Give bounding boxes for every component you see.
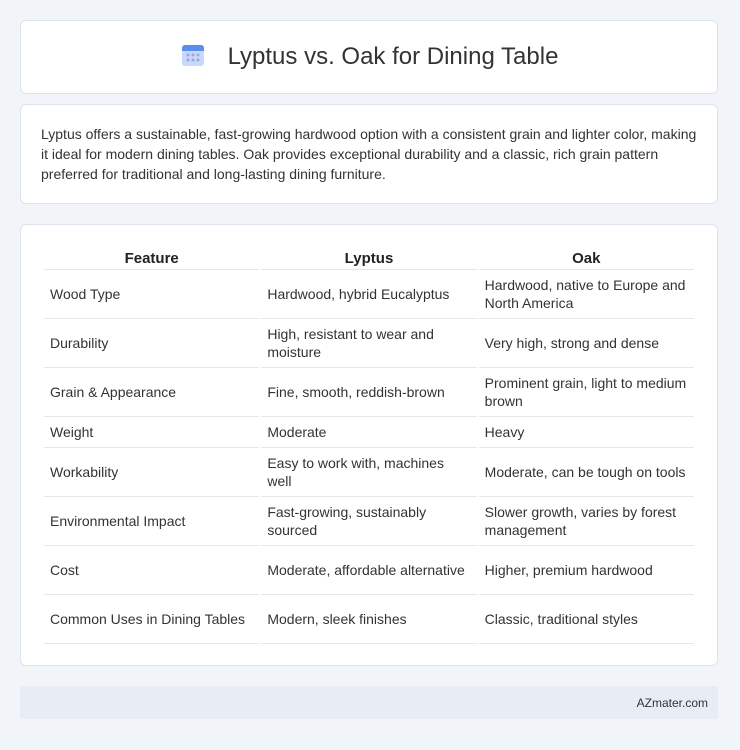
cell-oak: Prominent grain, light to medium brown <box>479 368 694 417</box>
table-row <box>44 319 694 368</box>
cell-feature: Durability <box>44 319 259 368</box>
cell-oak: Heavy <box>479 417 694 448</box>
page-title: Lyptus vs. Oak for Dining Table <box>227 43 559 70</box>
cell-lyptus: High, resistant to wear and moisture <box>261 319 476 368</box>
table-row <box>44 497 694 546</box>
table-row <box>44 417 694 448</box>
header-oak: Oak <box>479 247 694 270</box>
cell-oak: Higher, premium hardwood <box>479 546 694 595</box>
table-header-row <box>44 247 694 270</box>
table-row <box>44 270 694 319</box>
cell-lyptus: Easy to work with, machines well <box>261 448 476 497</box>
cell-lyptus: Moderate <box>261 417 476 448</box>
cell-oak: Classic, traditional styles <box>479 595 694 644</box>
footer-site-label: AZmater.com <box>636 695 708 710</box>
cell-oak: Hardwood, native to Europe and North America <box>479 270 694 319</box>
table-row <box>44 368 694 417</box>
calendar-icon <box>180 42 206 73</box>
cell-feature: Workability <box>44 448 259 497</box>
footer <box>20 686 718 719</box>
cell-lyptus: Moderate, affordable alternative <box>261 546 476 595</box>
cell-feature: Weight <box>44 417 259 448</box>
header-lyptus: Lyptus <box>261 247 476 270</box>
cell-lyptus: Fast-growing, sustainably sourced <box>261 497 476 546</box>
cell-lyptus: Hardwood, hybrid Eucalyptus <box>261 270 476 319</box>
cell-lyptus: Modern, sleek finishes <box>261 595 476 644</box>
comparison-table <box>42 247 696 644</box>
cell-oak: Slower growth, varies by forest management <box>479 497 694 546</box>
title-card <box>20 20 718 94</box>
cell-feature: Common Uses in Dining Tables <box>44 595 259 644</box>
table-row <box>44 546 694 595</box>
cell-oak: Moderate, can be tough on tools <box>479 448 694 497</box>
header-feature: Feature <box>44 247 259 270</box>
table-row <box>44 448 694 497</box>
summary-card <box>20 104 718 204</box>
cell-feature: Wood Type <box>44 270 259 319</box>
cell-oak: Very high, strong and dense <box>479 319 694 368</box>
cell-feature: Environmental Impact <box>44 497 259 546</box>
cell-feature: Cost <box>44 546 259 595</box>
table-row <box>44 595 694 644</box>
cell-feature: Grain & Appearance <box>44 368 259 417</box>
comparison-table-card <box>20 224 718 666</box>
summary-text: Lyptus offers a sustainable, fast-growing hardwood option with a consistent grain and lighter color, making it ideal for modern dining tables. Oak provides exceptional durability and a classic, rich grain pattern preferred for traditional and long-lasting dining furniture. <box>41 126 697 182</box>
cell-lyptus: Fine, smooth, reddish-brown <box>261 368 476 417</box>
